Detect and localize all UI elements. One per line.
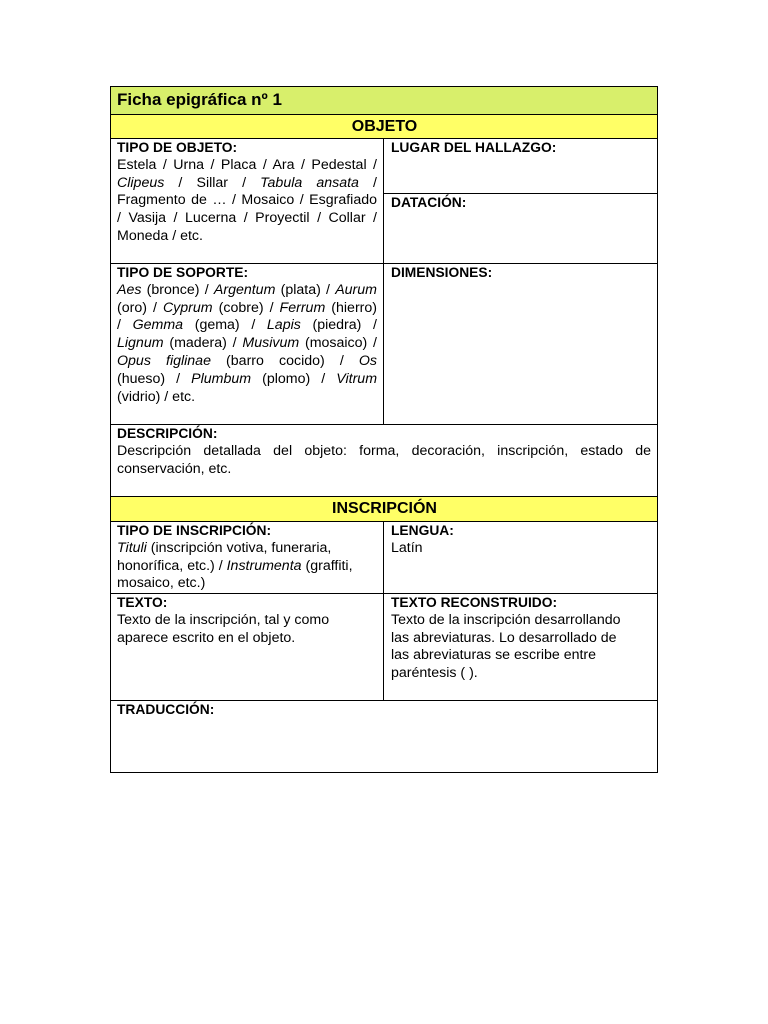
text-segment: Fragmento de … / Mosaico / Esgrafiado [117, 192, 377, 209]
text-segment: (hueso) / [117, 370, 192, 387]
italic-term: Opus figlinae [117, 352, 211, 369]
field-label: TEXTO RECONSTRUIDO: [391, 595, 558, 610]
text-segment: (madera) / [163, 335, 243, 352]
text-segment: Estela / Urna / Placa / Ara / Pedestal / [117, 156, 377, 173]
text-segment: (plomo) / [251, 370, 337, 387]
text-line [117, 300, 377, 318]
italic-term: Instrumenta [226, 557, 302, 574]
field-value [117, 540, 377, 593]
field-label: TIPO DE INSCRIPCIÓN: [117, 523, 272, 538]
field-label: TIPO DE OBJETO: [117, 140, 238, 155]
italic-term: Os [358, 352, 377, 369]
field-tipo-de-soporte [110, 264, 384, 425]
field-descripcion [110, 425, 658, 497]
italic-term: Ferrum [279, 299, 326, 316]
field-label: DESCRIPCIÓN: [117, 426, 218, 441]
epigraphic-record-form [110, 86, 658, 773]
text-segment: (inscripción votiva, funeraria, [146, 539, 332, 556]
text-line [117, 612, 377, 630]
italic-term: Argentum [213, 281, 276, 298]
text-segment: Descripción detallada del objeto: forma, decoración, inscripción, estado de [117, 442, 651, 459]
text-segment: las abreviaturas se escribe entre [391, 647, 597, 664]
field-texto [110, 594, 384, 701]
field-texto-reconstruido [384, 594, 658, 701]
field-datacion [384, 194, 658, 264]
text-segment: / Vasija / Lucerna / Proyectil / Collar / [117, 210, 377, 227]
italic-term: Vitrum [336, 370, 378, 387]
field-label: TIPO DE SOPORTE: [117, 265, 249, 280]
text-line [117, 630, 377, 648]
italic-term: Tituli [117, 539, 147, 556]
italic-term: Gemma [132, 317, 184, 334]
text-segment: / Sillar / [164, 174, 261, 191]
italic-term: Tabula ansata [260, 174, 359, 191]
field-value [117, 282, 377, 407]
field-dimensiones [384, 264, 658, 425]
text-segment: (gema) / [183, 317, 267, 334]
text-segment: (bronce) / [141, 281, 214, 298]
text-segment: / [358, 174, 377, 191]
field-value [391, 540, 651, 558]
section-header-inscripcion [110, 497, 658, 522]
text-segment: (oro) / [117, 299, 163, 316]
field-lengua [384, 522, 658, 594]
form-title: Ficha epigráfica nº 1 [110, 86, 658, 115]
text-line [117, 335, 377, 353]
field-tipo-de-inscripcion [110, 522, 384, 594]
text-line [117, 210, 377, 228]
text-segment: Texto de la inscripción desarrollando [391, 611, 621, 628]
text-line [391, 647, 651, 665]
italic-term: Lapis [266, 317, 301, 334]
text-segment: Latín [391, 539, 423, 556]
italic-term: Clipeus [117, 174, 165, 191]
italic-term: Aurum [335, 281, 377, 298]
text-line [117, 371, 377, 389]
text-line [117, 353, 377, 371]
field-label: TRADUCCIÓN: [117, 702, 215, 717]
text-segment: (piedra) / [300, 317, 377, 334]
text-segment: las abreviaturas. Lo desarrollado de [391, 629, 617, 646]
italic-term: Musivum [242, 335, 300, 352]
text-segment: mosaico, etc.) [117, 575, 206, 592]
text-line [117, 389, 377, 407]
italic-term: Plumbum [191, 370, 252, 387]
text-segment: (cobre) / [212, 299, 280, 316]
text-segment: Moneda / etc. [117, 227, 203, 244]
text-line [117, 443, 651, 461]
text-line [117, 461, 651, 479]
text-line [117, 282, 377, 300]
text-segment: (hierro) [325, 299, 378, 316]
text-segment: conservación, etc. [117, 460, 232, 477]
text-line [391, 612, 651, 630]
text-line [117, 192, 377, 210]
text-segment: (plata) / [275, 281, 336, 298]
field-label: LUGAR DEL HALLAZGO: [391, 140, 557, 155]
text-segment: (mosaico) / [299, 335, 377, 352]
field-label: DATACIÓN: [391, 195, 467, 210]
italic-term: Lignum [117, 335, 164, 352]
text-line [117, 157, 377, 175]
text-line [117, 558, 377, 576]
text-line [391, 540, 651, 558]
text-line [117, 540, 377, 558]
text-segment: honorífica, etc.) / [117, 557, 227, 574]
field-value [117, 443, 651, 479]
text-segment: Texto de la inscripción, tal y como [117, 611, 330, 628]
text-line [391, 665, 651, 683]
text-segment: (vidrio) / etc. [117, 388, 196, 405]
field-label: DIMENSIONES: [391, 265, 493, 280]
text-line [117, 575, 377, 593]
italic-term: Aes [117, 281, 142, 298]
field-value [117, 157, 377, 246]
text-line [117, 175, 377, 193]
field-value [391, 612, 651, 683]
field-label: TEXTO: [117, 595, 168, 610]
field-value [117, 612, 377, 648]
text-segment: (barro cocido) / [210, 352, 359, 369]
text-line [117, 317, 377, 335]
text-segment: paréntesis ( ). [391, 665, 478, 682]
section-header-objeto [110, 115, 658, 139]
section-title: INSCRIPCIÓN [332, 500, 437, 517]
text-line [117, 228, 377, 246]
text-segment: (graffiti, [301, 557, 353, 574]
field-tipo-de-objeto [110, 139, 384, 264]
field-label: LENGUA: [391, 523, 454, 538]
field-lugar-del-hallazgo [384, 139, 658, 194]
text-segment: aparece escrito en el objeto. [117, 629, 296, 646]
italic-term: Cyprum [162, 299, 213, 316]
text-line [391, 630, 651, 648]
section-title: OBJETO [351, 117, 418, 135]
field-traduccion [110, 701, 658, 773]
text-segment: / [117, 317, 133, 334]
